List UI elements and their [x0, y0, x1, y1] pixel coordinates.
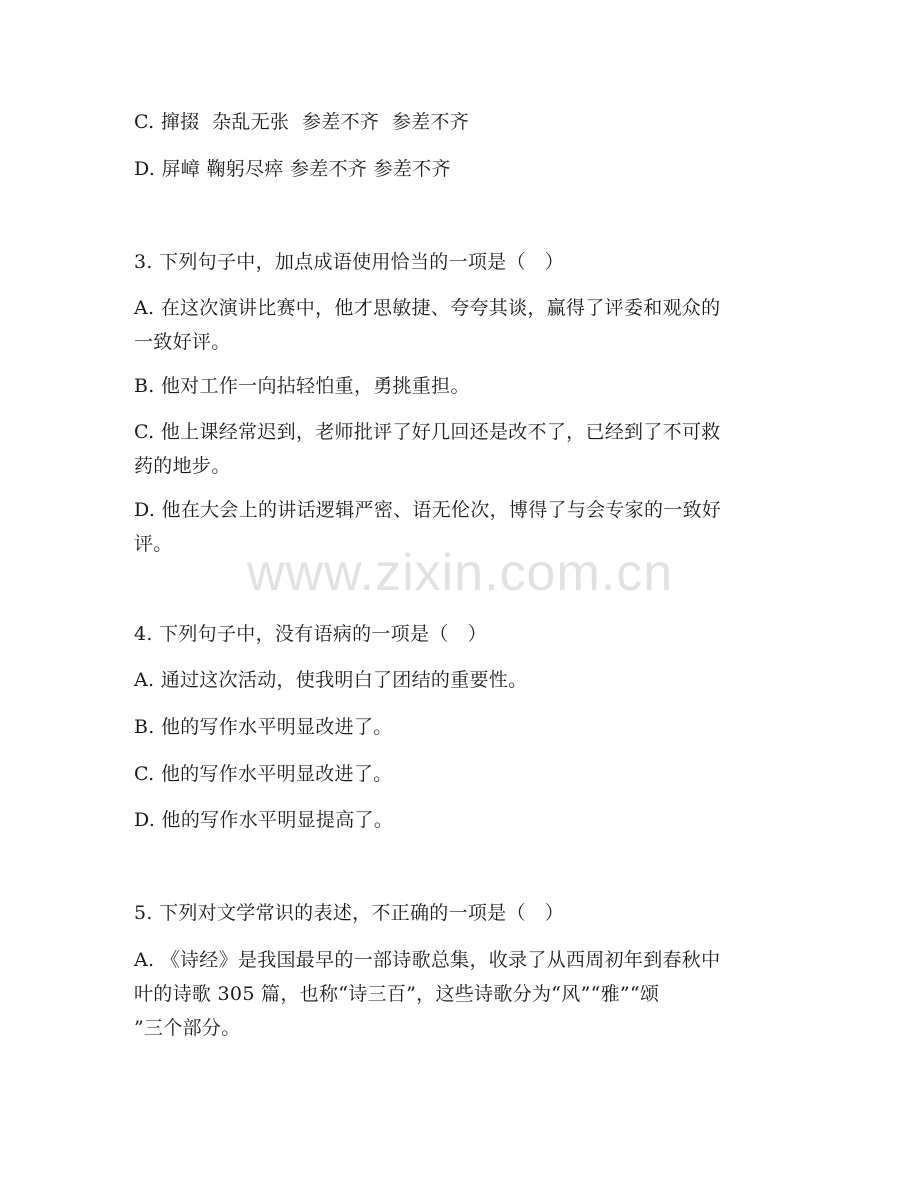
q4-option-c: C. 他的写作水平明显改进了。 — [134, 763, 393, 785]
q2-option-c: C. 撺掇 杂乱无张 参差不齐 参差不齐 — [134, 111, 470, 133]
q5-stem: 5. 下列对文学常识的表述，不正确的一项是（ ） — [134, 902, 565, 924]
q3-option-a-line2: 一致好评。 — [134, 331, 231, 353]
q4-option-d: D. 他的写作水平明显提高了。 — [134, 809, 394, 831]
q5-option-a-line1: A. 《诗经》是我国最早的一部诗歌总集，收录了从西周初年到春秋中 — [134, 949, 721, 971]
q3-option-d-line1: D. 他在大会上的讲话逻辑严密、语无伦次，博得了与会专家的一致好 — [134, 499, 722, 521]
q3-option-d-line2: 评。 — [134, 533, 173, 555]
q3-option-a-line1: A. 在这次演讲比赛中，他才思敏捷、夸夸其谈，赢得了评委和观众的 — [134, 297, 721, 319]
q2-option-d: D. 屏嶂 鞠躬尽瘁 参差不齐 参差不齐 — [134, 158, 451, 180]
q4-option-b: B. 他的写作水平明显改进了。 — [134, 716, 393, 738]
watermark: www.zixin.com.cn — [246, 544, 674, 602]
q5-option-a-line3: ”三个部分。 — [134, 1017, 241, 1039]
q4-stem: 4. 下列句子中，没有语病的一项是（ ） — [134, 623, 487, 645]
q5-option-a-line2: 叶的诗歌 305 篇，也称“诗三百”，这些诗歌分为“风”“雅”“颂 — [134, 983, 660, 1005]
q3-stem: 3. 下列句子中，加点成语使用恰当的一项是（ ） — [134, 251, 565, 273]
q3-option-b: B. 他对工作一向拈轻怕重，勇挑重担。 — [134, 375, 470, 397]
q4-option-a: A. 通过这次活动，使我明白了团结的重要性。 — [134, 669, 528, 691]
q3-option-c-line1: C. 他上课经常迟到，老师批评了好几回还是改不了，已经到了不可救 — [134, 421, 721, 443]
q3-option-c-line2: 药的地步。 — [134, 455, 231, 477]
